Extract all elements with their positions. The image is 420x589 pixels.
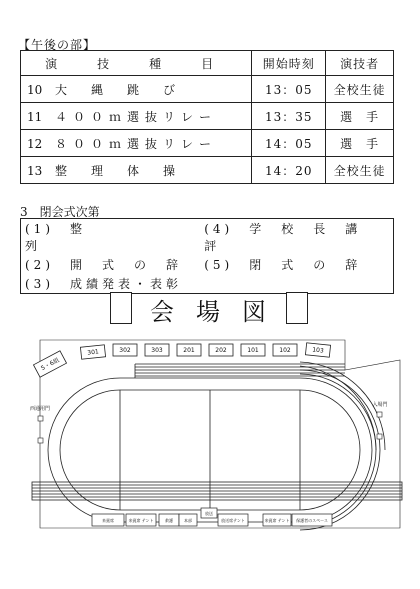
afternoon-heading: 【午後の部】	[18, 38, 97, 52]
table-row	[21, 157, 394, 184]
event-number: 10	[27, 82, 43, 97]
bottom-tent-label: 放送席テント	[221, 518, 245, 523]
table-row	[21, 255, 394, 274]
tent-label: 301	[86, 348, 100, 357]
tent-label: 102	[279, 347, 291, 354]
bottom-tent-label: 来賓席 テント	[128, 518, 154, 523]
title-bracket-right	[286, 292, 308, 324]
tent-label: 103	[311, 346, 325, 355]
bottom-tent-label: 本部	[184, 518, 192, 523]
bottom-tent-label: 来賓席	[102, 518, 114, 523]
title-bracket-left	[110, 292, 132, 324]
tent-label: 202	[215, 347, 227, 354]
left-gate-label: 西通用門	[29, 406, 51, 412]
ceremony-item: (3) 成績発表・表彰	[25, 277, 182, 291]
ceremony-item: (2) 開 式 の 辞	[25, 258, 182, 272]
event-name: ４００ｍ選抜リレー	[55, 109, 218, 124]
event-name: ８００ｍ選抜リレー	[55, 136, 218, 151]
right-gate-label: 入場門	[372, 402, 388, 408]
event-performers: 選 手	[326, 103, 394, 130]
venue-map	[0, 330, 420, 540]
event-time: 13：05	[252, 76, 326, 103]
closing-ceremony-table	[20, 218, 394, 294]
event-time: 13：35	[252, 103, 326, 130]
bottom-straight-lanes	[32, 482, 402, 500]
col-time-header: 開始時刻	[252, 51, 326, 76]
tent-label: 303	[151, 347, 163, 354]
event-number: 12	[27, 136, 43, 151]
table-row	[21, 274, 394, 294]
table-row	[21, 219, 394, 256]
table-row	[21, 103, 394, 130]
event-time: 14：05	[252, 130, 326, 157]
col-performers-header: 演技者	[326, 51, 394, 76]
ceremony-item	[200, 274, 393, 294]
tent-label: 101	[247, 347, 259, 354]
bottom-tent-label: 放送	[205, 511, 213, 516]
afternoon-program-table	[20, 50, 394, 184]
event-name: 整 理 体 操	[55, 163, 182, 178]
tent-label: 5・6組	[39, 356, 61, 373]
ceremony-item: (1) 整 列	[25, 222, 183, 253]
col-event-header: 演 技 種 目	[21, 51, 252, 76]
event-number: 13	[27, 163, 43, 178]
table-row	[21, 76, 394, 103]
ceremony-item: (5) 閉 式 の 辞	[204, 258, 362, 272]
bottom-tent-label: 保護者のスペース	[296, 518, 328, 523]
closing-heading: 3 閉会式次第	[20, 205, 100, 219]
tent-label: 302	[119, 347, 131, 354]
table-row	[21, 130, 394, 157]
event-time: 14：20	[252, 157, 326, 184]
event-performers: 全校生徒	[326, 157, 394, 184]
event-performers: 全校生徒	[326, 76, 394, 103]
bottom-tent-label: 救護	[165, 518, 173, 523]
event-number: 11	[27, 109, 43, 124]
map-title: 会場図	[150, 298, 288, 326]
event-name: 大 縄 跳 び	[55, 82, 182, 97]
event-performers: 選 手	[326, 130, 394, 157]
ceremony-item: (4) 学 校 長 講 評	[204, 222, 378, 253]
tent-label: 201	[183, 347, 195, 354]
top-tents	[33, 343, 330, 377]
bottom-tent-label: 来賓席 テント	[264, 518, 290, 523]
